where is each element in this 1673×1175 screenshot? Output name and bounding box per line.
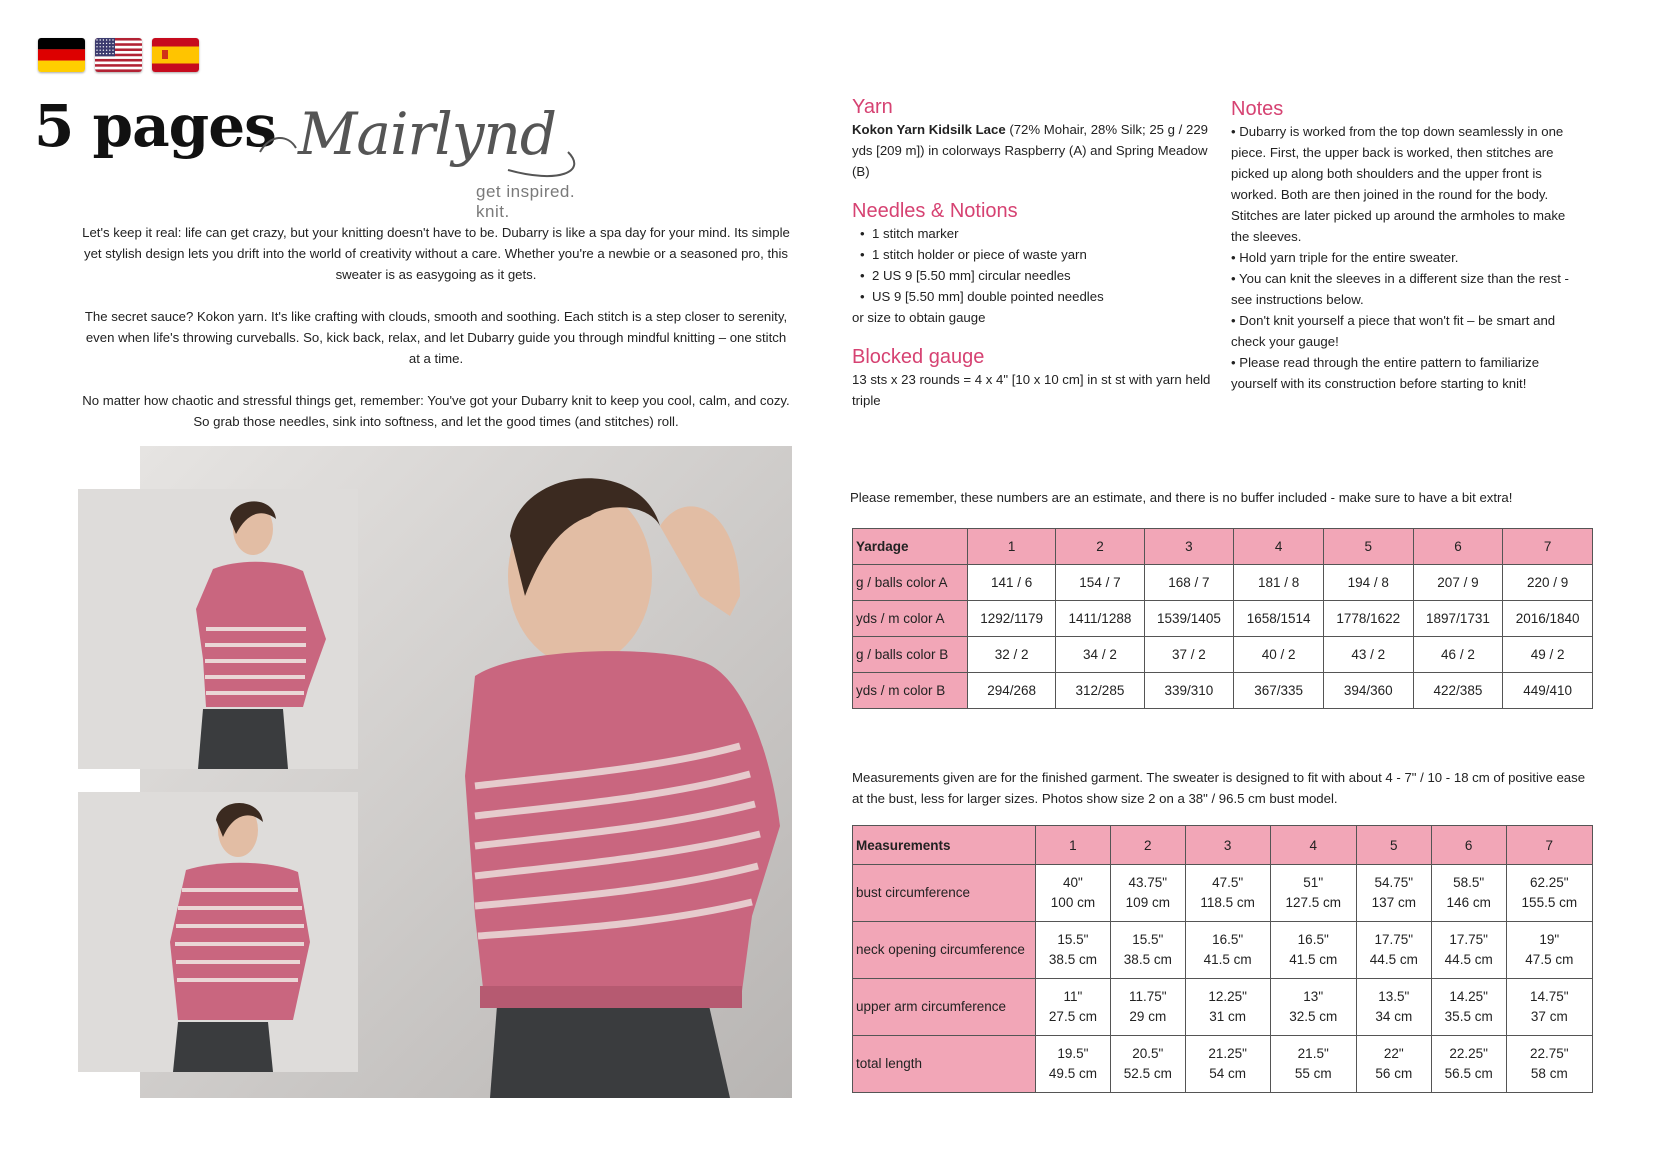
table-header-cell: 4 bbox=[1270, 826, 1356, 865]
cm-value: 31 cm bbox=[1209, 1009, 1247, 1024]
inch-value: 11" bbox=[1063, 989, 1083, 1004]
cm-value: 52.5 cm bbox=[1123, 1066, 1172, 1081]
needles-heading: Needles & Notions bbox=[852, 200, 1018, 222]
table-cell: 181 / 8 bbox=[1234, 565, 1324, 601]
table-cell: 1658/1514 bbox=[1234, 601, 1324, 637]
germany-flag-icon[interactable] bbox=[38, 38, 85, 72]
table-row bbox=[853, 1036, 1593, 1093]
intro-paragraph: Let's keep it real: life can get crazy, but your knitting doesn't have to be. Dubarry is like a spa day for your mind. Its simple yet stylish design lets you drift into the world of creativity without a care. Whether you're a newbie or a seasoned pro, this sweater is as easygoing as it gets. bbox=[82, 225, 790, 282]
usa-flag-icon[interactable] bbox=[95, 38, 142, 72]
cm-value: 41.5 cm bbox=[1203, 952, 1252, 967]
table-cell bbox=[1356, 979, 1431, 1036]
cm-value: 155.5 cm bbox=[1521, 895, 1578, 910]
gauge-heading: Blocked gauge bbox=[852, 346, 985, 368]
table-cell: 312/285 bbox=[1056, 673, 1144, 709]
table-header-cell: 4 bbox=[1234, 529, 1324, 565]
page-count-title: 5 pages bbox=[34, 92, 276, 160]
cm-value: 32.5 cm bbox=[1289, 1009, 1338, 1024]
yarn-name: Kokon Yarn Kidsilk Lace bbox=[852, 122, 1006, 137]
needles-section bbox=[852, 200, 1214, 328]
table-row bbox=[853, 637, 1593, 673]
table-row bbox=[853, 922, 1593, 979]
table-cell: 194 / 8 bbox=[1323, 565, 1413, 601]
table-row bbox=[853, 865, 1593, 922]
table-cell bbox=[1270, 865, 1356, 922]
row-label: upper arm circumference bbox=[853, 979, 1036, 1036]
yarn-detail: (72% Mohair, 28% Silk; 25 g / 229 yds [209 m]) in colorways Raspberry (A) and Spring Meadow (B) bbox=[852, 122, 1208, 179]
inch-value: 22.75" bbox=[1530, 1046, 1569, 1061]
table-header-cell: 2 bbox=[1056, 529, 1144, 565]
gauge-text: 13 sts x 23 rounds = 4 x 4" [10 x 10 cm] in st st with yarn held triple bbox=[852, 372, 1211, 408]
table-cell: 141 / 6 bbox=[968, 565, 1056, 601]
table-cell: 449/410 bbox=[1503, 673, 1593, 709]
table-cell bbox=[1506, 979, 1592, 1036]
table-row bbox=[853, 565, 1593, 601]
list-item: • 1 stitch marker bbox=[852, 223, 1214, 244]
table-header-cell: 5 bbox=[1356, 826, 1431, 865]
table-cell bbox=[1185, 1036, 1270, 1093]
table-cell bbox=[1036, 979, 1111, 1036]
table-cell bbox=[1110, 979, 1185, 1036]
table-cell: 207 / 9 bbox=[1413, 565, 1503, 601]
inch-value: 16.5" bbox=[1212, 932, 1244, 947]
table-cell bbox=[1036, 922, 1111, 979]
table-cell bbox=[1036, 1036, 1111, 1093]
measurements-table bbox=[852, 825, 1593, 1093]
sweater-photo-front bbox=[78, 489, 358, 769]
language-flags bbox=[38, 38, 199, 72]
table-cell bbox=[1506, 865, 1592, 922]
table-cell bbox=[1110, 1036, 1185, 1093]
table-cell: 367/335 bbox=[1234, 673, 1324, 709]
table-cell: 339/310 bbox=[1144, 673, 1234, 709]
list-item: • Please read through the entire pattern to familiarize yourself with its construction before starting to knit! bbox=[1231, 355, 1540, 391]
table-cell: 2016/1840 bbox=[1503, 601, 1593, 637]
sweater-photo-side bbox=[78, 792, 358, 1072]
inch-value: 54.75" bbox=[1374, 875, 1414, 890]
cm-value: 118.5 cm bbox=[1200, 895, 1255, 910]
cm-value: 38.5 cm bbox=[1123, 952, 1172, 967]
logo-tagline: get inspired. knit. bbox=[476, 182, 576, 221]
intro-text bbox=[80, 222, 792, 453]
cm-value: 47.5 cm bbox=[1525, 952, 1574, 967]
table-header-cell: 7 bbox=[1506, 826, 1592, 865]
inch-value: 47.5" bbox=[1212, 875, 1244, 890]
inch-value: 15.5" bbox=[1057, 932, 1089, 947]
inch-value: 43.75" bbox=[1128, 875, 1168, 890]
row-label: g / balls color B bbox=[853, 637, 968, 673]
cm-value: 44.5 cm bbox=[1444, 952, 1493, 967]
notes-list bbox=[1231, 121, 1579, 394]
cm-value: 49.5 cm bbox=[1048, 1066, 1097, 1081]
table-cell bbox=[1506, 922, 1592, 979]
yardage-note: Please remember, these numbers are an estimate, and there is no buffer included - make sure to have a bit extra! bbox=[850, 490, 1513, 505]
row-label: total length bbox=[853, 1036, 1036, 1093]
table-cell bbox=[1185, 979, 1270, 1036]
needles-footer: or size to obtain gauge bbox=[852, 310, 986, 325]
list-item: • 1 stitch holder or piece of waste yarn bbox=[852, 244, 1214, 265]
cm-value: 27.5 cm bbox=[1048, 1009, 1097, 1024]
inch-value: 11.75" bbox=[1129, 989, 1167, 1004]
row-label: yds / m color A bbox=[853, 601, 968, 637]
table-header-cell: 3 bbox=[1144, 529, 1234, 565]
table-header-row bbox=[853, 826, 1593, 865]
table-cell bbox=[1356, 865, 1431, 922]
cm-value: 146 cm bbox=[1446, 895, 1491, 910]
table-cell bbox=[1356, 1036, 1431, 1093]
table-cell bbox=[1431, 979, 1506, 1036]
table-header-cell: 3 bbox=[1185, 826, 1270, 865]
table-header-cell: 7 bbox=[1503, 529, 1593, 565]
table-header-cell: 1 bbox=[1036, 826, 1111, 865]
table-cell bbox=[1431, 1036, 1506, 1093]
table-cell: 32 / 2 bbox=[968, 637, 1056, 673]
cm-value: 56 cm bbox=[1375, 1066, 1413, 1081]
inch-value: 13.5" bbox=[1378, 989, 1410, 1004]
table-cell: 1778/1622 bbox=[1323, 601, 1413, 637]
table-cell bbox=[1270, 922, 1356, 979]
table-cell bbox=[1356, 922, 1431, 979]
table-cell: 294/268 bbox=[968, 673, 1056, 709]
yardage-table bbox=[852, 528, 1593, 709]
cm-value: 37 cm bbox=[1530, 1009, 1568, 1024]
cm-value: 35.5 cm bbox=[1444, 1009, 1493, 1024]
table-cell bbox=[1185, 865, 1270, 922]
inch-value: 17.75" bbox=[1374, 932, 1414, 947]
yarn-heading: Yarn bbox=[852, 96, 893, 118]
list-item: • Hold yarn triple for the entire sweater. bbox=[1231, 250, 1459, 265]
table-cell bbox=[1431, 865, 1506, 922]
inch-value: 21.25" bbox=[1208, 1046, 1247, 1061]
spain-flag-icon[interactable] bbox=[152, 38, 199, 72]
row-label: bust circumference bbox=[853, 865, 1036, 922]
inch-value: 62.25" bbox=[1530, 875, 1569, 890]
notes-section bbox=[1231, 98, 1579, 394]
cm-value: 34 cm bbox=[1375, 1009, 1413, 1024]
list-item: • US 9 [5.50 mm] double pointed needles bbox=[852, 286, 1214, 307]
gauge-section bbox=[852, 346, 1214, 411]
cm-value: 41.5 cm bbox=[1289, 952, 1338, 967]
inch-value: 19" bbox=[1539, 932, 1560, 947]
inch-value: 58.5" bbox=[1453, 875, 1485, 890]
inch-value: 40" bbox=[1063, 875, 1083, 890]
yarn-description bbox=[852, 119, 1214, 182]
cm-value: 38.5 cm bbox=[1048, 952, 1097, 967]
inch-value: 12.25" bbox=[1208, 989, 1247, 1004]
brand-logo bbox=[258, 98, 598, 221]
inch-value: 22" bbox=[1383, 1046, 1404, 1061]
table-cell bbox=[1506, 1036, 1592, 1093]
cm-value: 100 cm bbox=[1050, 895, 1096, 910]
measurements-note: Measurements given are for the finished garment. The sweater is designed to fit with about 4 - 7" / 10 - 18 cm of positive ease at the bust, less for larger sizes. Photos show size 2 on a 38" / 96.5 cm bust model. bbox=[852, 770, 1586, 806]
cm-value: 54 cm bbox=[1209, 1066, 1247, 1081]
table-header-cell: 6 bbox=[1413, 529, 1503, 565]
table-cell: 1897/1731 bbox=[1413, 601, 1503, 637]
list-item: • 2 US 9 [5.50 mm] circular needles bbox=[852, 265, 1214, 286]
table-cell: 220 / 9 bbox=[1503, 565, 1593, 601]
table-cell: 1539/1405 bbox=[1144, 601, 1234, 637]
table-cell bbox=[1110, 865, 1185, 922]
table-cell: 1411/1288 bbox=[1056, 601, 1144, 637]
cm-value: 127.5 cm bbox=[1285, 895, 1341, 910]
intro-paragraph: No matter how chaotic and stressful things get, remember: You've got your Dubarry knit to keep you cool, calm, and cozy. So grab those needles, sink into softness, and let the good times (and stitches) roll. bbox=[82, 393, 790, 429]
needles-list bbox=[852, 223, 1214, 307]
table-cell bbox=[1270, 1036, 1356, 1093]
table-header-cell: Yardage bbox=[853, 529, 968, 565]
row-label: g / balls color A bbox=[853, 565, 968, 601]
table-row bbox=[853, 673, 1593, 709]
cm-value: 137 cm bbox=[1371, 895, 1416, 910]
cm-value: 109 cm bbox=[1125, 895, 1170, 910]
table-cell: 34 / 2 bbox=[1056, 637, 1144, 673]
table-cell: 40 / 2 bbox=[1234, 637, 1324, 673]
list-item: • Don't knit yourself a piece that won't fit – be smart and check your gauge! bbox=[1231, 313, 1556, 349]
list-item: • Dubarry is worked from the top down seamlessly in one piece. First, the upper back is worked, then stitches are picked up along both shoulders and the upper front is worked. Both are then joined in the round for the body. Stitches are later picked up around the armholes to make the sleeves. bbox=[1231, 124, 1566, 244]
inch-value: 17.75" bbox=[1449, 932, 1488, 947]
inch-value: 14.25" bbox=[1449, 989, 1488, 1004]
table-row bbox=[853, 979, 1593, 1036]
inch-value: 14.75" bbox=[1530, 989, 1569, 1004]
inch-value: 13" bbox=[1303, 989, 1324, 1004]
table-cell bbox=[1110, 922, 1185, 979]
table-cell: 49 / 2 bbox=[1503, 637, 1593, 673]
intro-paragraph: The secret sauce? Kokon yarn. It's like crafting with clouds, smooth and soothing. Each stitch is a step closer to serenity, even when life's throwing curveballs. So, kick back, relax, and let Dubarry guide you through mindful knitting – one stitch at a time. bbox=[84, 309, 788, 366]
table-cell: 37 / 2 bbox=[1144, 637, 1234, 673]
table-cell: 1292/1179 bbox=[968, 601, 1056, 637]
inch-value: 22.25" bbox=[1449, 1046, 1488, 1061]
table-header-cell: Measurements bbox=[853, 826, 1036, 865]
cm-value: 56.5 cm bbox=[1444, 1066, 1493, 1081]
table-row bbox=[853, 601, 1593, 637]
table-cell bbox=[1431, 922, 1506, 979]
table-cell bbox=[1270, 979, 1356, 1036]
table-header-cell: 5 bbox=[1323, 529, 1413, 565]
inch-value: 21.5" bbox=[1297, 1046, 1329, 1061]
table-cell: 46 / 2 bbox=[1413, 637, 1503, 673]
table-cell bbox=[1185, 922, 1270, 979]
table-header-cell: 2 bbox=[1110, 826, 1185, 865]
logo-script-text: Mairlynd bbox=[298, 100, 557, 168]
inch-value: 19.5" bbox=[1057, 1046, 1089, 1061]
inch-value: 51" bbox=[1303, 875, 1324, 890]
inch-value: 15.5" bbox=[1132, 932, 1164, 947]
yarn-section bbox=[852, 96, 1214, 182]
cm-value: 44.5 cm bbox=[1369, 952, 1418, 967]
cm-value: 29 cm bbox=[1129, 1009, 1167, 1024]
table-header-cell: 1 bbox=[968, 529, 1056, 565]
inch-value: 20.5" bbox=[1132, 1046, 1164, 1061]
row-label: yds / m color B bbox=[853, 673, 968, 709]
notes-heading: Notes bbox=[1231, 98, 1284, 120]
cm-value: 58 cm bbox=[1530, 1066, 1568, 1081]
table-cell: 154 / 7 bbox=[1056, 565, 1144, 601]
table-header-row bbox=[853, 529, 1593, 565]
row-label: neck opening circumference bbox=[853, 922, 1036, 979]
table-header-cell: 6 bbox=[1431, 826, 1506, 865]
cm-value: 55 cm bbox=[1294, 1066, 1332, 1081]
table-cell: 394/360 bbox=[1323, 673, 1413, 709]
table-cell: 43 / 2 bbox=[1323, 637, 1413, 673]
table-cell: 168 / 7 bbox=[1144, 565, 1234, 601]
table-cell: 422/385 bbox=[1413, 673, 1503, 709]
inch-value: 16.5" bbox=[1297, 932, 1329, 947]
table-cell bbox=[1036, 865, 1111, 922]
list-item: • You can knit the sleeves in a different size than the rest - see instructions below. bbox=[1231, 271, 1569, 307]
